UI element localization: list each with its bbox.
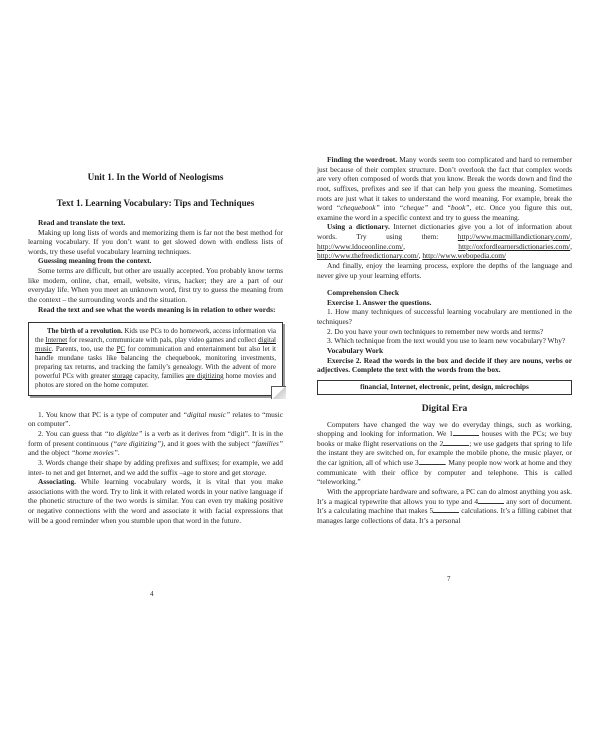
point-3: 3. Words change their shape by adding prefixes and suffixes; for example, we add inter- to net and get Internet, and we add the suffix –age to store and get storage.: [28, 457, 283, 477]
page-number-right: 7: [447, 575, 451, 583]
pc-term: PC: [116, 345, 126, 354]
link-macmillan[interactable]: http://www.macmillandictionary.com/: [457, 232, 571, 241]
question-3: 3. Which technique from the text would you use to learn new vocabulary? Why?: [327, 336, 566, 346]
point-2: 2. You can guess that “to digitize” is a verb as it derives from “digit”. It is in the form of present continuous (“are digitizing”), and it goes with the subject “families” and the object “home movies”.: [28, 429, 283, 458]
read-translate-heading: Read and translate the text.: [38, 217, 126, 227]
question-2: 2. Do you have your own techniques to remember new words and terms?: [327, 326, 544, 336]
word-box: financial, Internet, electronic, print, design, microchips: [317, 380, 572, 395]
text-title: Text 1. Learning Vocabulary: Tips and Techniques: [56, 197, 255, 208]
guessing-heading: Guessing meaning from the context.: [38, 256, 152, 266]
exercise-2-heading: Exercise 2. Read the words in the box and decide if they are nouns, verbs or adjectives. Complete the text with the words from the box.: [317, 355, 572, 375]
blank-5[interactable]: [433, 506, 459, 513]
wordroot-paragraph: Finding the wordroot. Many words seem too complicated and hard to remember just because of their complex structure. Don’t overlook the fact that complex words are very often composed of words that you know. Break the words down and find the root, suffixes, prefixes and see if that can help you guess the meaning. Sometimes roots are just what it takes to understand the word meaning. For example, break the word “chequebook” into “cheque” and “book”, etc. Once you figure this out, examine the word in a specific context and try to guess the meaning.: [317, 155, 572, 222]
blank-2[interactable]: [443, 439, 469, 446]
example-box-frame: [28, 322, 283, 396]
link-webopedia[interactable]: http://www.webopedia.com/: [422, 251, 507, 261]
guessing-paragraph: Some terms are difficult, but other are usually accepted. You probably know terms like modem, online, chat, email, website, virus, hacker; they are a part of our everyday life. When you meet an unknown word, first try to guess the meaning from the context – the surrounding words and the situation.: [28, 266, 283, 304]
digitizing-term: are digitizing: [186, 371, 224, 380]
example-box-text: The birth of a revolution. Kids use PCs to do homework, access information via the Internet for research, communicate with pals, play video games and collect digital music. Parents, too, use the PC for communication and entertainment but also let it handle mundane tasks like balancing the chequebook, monitoring investments, preparing tax returns, and tracking the family’s genealogy. With the advent of more powerful PCs with greater storage capacity, families are digitizing home movies and photos are stored on the home computer.: [35, 327, 277, 389]
blank-4[interactable]: [478, 497, 504, 504]
comprehension-heading: Comprehension Check: [327, 288, 399, 298]
dictionary-paragraph: Using a dictionary. Internet dictionaries give you a lot of information about words. Try using them: http://www.macmillandictionary.com/, http://www.ldoceonline.com/, http://oxfordlearnersdictionaries.com/, http://www.thefreedictionary.com/, http://www.webopedia.com/: [317, 222, 573, 261]
vocabulary-heading: Vocabulary Work: [327, 345, 384, 355]
digital-music-term: digital music: [35, 336, 276, 354]
left-page: [28, 172, 283, 525]
link-freedictionary[interactable]: http://www.thefreedictionary.com/: [317, 251, 419, 261]
intro-paragraph: Making up long lists of words and memorizing them is far not the best method for learning vocabulary. If you don’t want to get slowed down with endless lists of words, try these useful vocabulary learning techniques.: [28, 227, 283, 256]
example-box: [28, 322, 283, 396]
link-oxford[interactable]: http://oxfordlearnersdictionaries.com/: [458, 241, 571, 251]
digital-era-paragraph-2: With the appropriate hardware and software, a PC can do almost anything you ask. It’s a magical typewrite that allows you to type and 4 any sort of document. It’s a calculating machine that makes 5 calculations. It’s a filling cabinet that manages large collections of data. It’s a personal: [317, 486, 572, 525]
unit-title: Unit 1. In the World of Neologisms: [87, 172, 224, 182]
page-curl-icon: [271, 386, 286, 399]
right-page: [317, 155, 572, 525]
point-1: 1. You know that PC is a type of computer and “digital music” relates to “music on computer”.: [28, 409, 284, 429]
link-ldoce[interactable]: http://www.ldoceonline.com/: [317, 241, 404, 251]
digital-era-title: Digital Era: [421, 403, 468, 415]
question-1: 1. How many techniques of successful learning vocabulary are mentioned in the techniques?: [317, 307, 572, 326]
digital-era-paragraph-1: Computers have changed the way we do everyday things, such as working, shopping and looking for information. We 1 houses with the PCs; we buy books or make flight reservations on the 2 ; we use gadgets that spring to life the instant they are switched on, for example the mobile phone, the music player, or the car ignition, all of which use 3 . Many people now work at home and they communicate with their office by computer and telephone. This is called “teleworking.”: [317, 419, 573, 487]
storage-term: storage: [112, 371, 133, 380]
exercise-1-heading: Exercise 1. Answer the questions.: [327, 297, 432, 307]
context-instruction: Read the text and see what the words meaning is in relation to other words:: [38, 304, 276, 314]
associating-paragraph: Associating. While learning vocabulary words, it is vital that you make associations with the word. Try to link it with related words in your native language if the phonetic structure of the two words is similar. You can even try making positive or negative connections with the word and associate it with facial expressions that will be a good reminder when you stumble upon that word in the future.: [28, 477, 283, 525]
box-lead: The birth of a revolution.: [47, 327, 123, 336]
blank-3[interactable]: [419, 458, 445, 465]
blank-1[interactable]: [453, 429, 479, 436]
enjoy-paragraph: And finally, enjoy the learning process, explore the depths of the language and never give up your learning efforts.: [317, 260, 572, 280]
page-number-left: 4: [150, 590, 154, 598]
internet-term: Internet: [45, 336, 68, 345]
